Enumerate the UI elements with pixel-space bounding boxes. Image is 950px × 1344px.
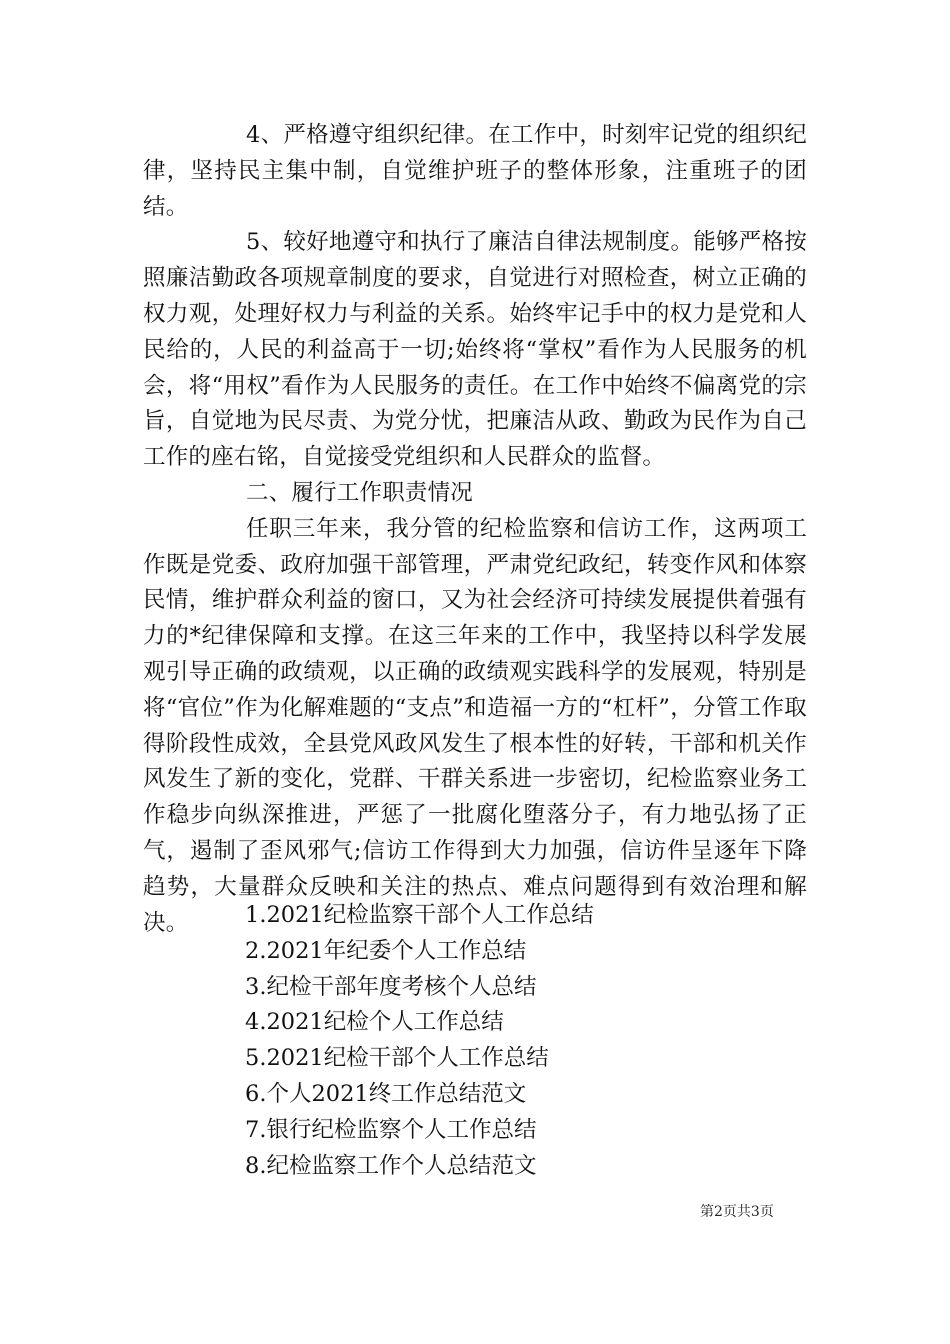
section-heading: 二、履行工作职责情况: [246, 479, 474, 506]
paragraph-organizational-discipline: 4、严格遵守组织纪律。在工作中，时刻牢记党的组织纪律，坚持民主集中制，自觉维护班子的整体形象，注重班子的团结。: [143, 122, 807, 220]
related-article-item[interactable]: 6.个人2021终工作总结范文: [245, 1080, 527, 1107]
paragraph-integrity-self-discipline: 5、较好地遵守和执行了廉洁自律法规制度。能够严格按照廉洁勤政各项规章制度的要求，自觉进行对照检查，树立正确的权力观，处理好权力与利益的关系。始终牢记手中的权力是党和人民给的，人民的利益高于一切;始终将“掌权”看作为人民服务的机会，将“用权”看作为人民服务的责任。在工作中始终不偏离党的宗旨，自觉地为民尽责、为党分忧，把廉洁从政、勤政为民作为自己工作的座右铭，自觉接受党组织和人民群众的监督。: [143, 229, 807, 471]
related-article-item[interactable]: 4.2021纪检个人工作总结: [245, 1009, 504, 1036]
related-article-item[interactable]: 7.银行纪检监察个人工作总结: [245, 1116, 537, 1143]
related-articles-list: [245, 898, 805, 1184]
related-article-item[interactable]: 1.2021纪检监察干部个人工作总结: [245, 902, 594, 928]
related-article-item[interactable]: 5.2021纪检干部个人工作总结: [245, 1045, 549, 1072]
related-article-item[interactable]: 2.2021年纪委个人工作总结: [245, 937, 527, 964]
paragraph-work-duties: 任职三年来，我分管的纪检监察和信访工作，这两项工作既是党委、政府加强干部管理，严肃党纪政纪，转变作风和体察民情，维护群众利益的窗口，又为社会经济可持续发展提供着强有力的*纪律保障和支撑。在这三年来的工作中，我坚持以科学发展观引导正确的政绩观，以正确的政绩观实践科学的发展观，特别是将“官位”作为化解难题的“支点”和造福一方的“杠杆”，分管工作取得阶段性成效，全县党风政风发生了根本性的好转，干部和机关作风发生了新的变化，党群、干群关系进一步密切，纪检监察业务工作稳步向纵深推进，严惩了一批腐化堕落分子，有力地弘扬了正气，遏制了歪风邪气;信访工作得到大力加强，信访件呈逐年下降趋势，大量群众反映和关注的热点、难点问题得到有效治理和解决。: [143, 515, 807, 936]
document-body: [143, 118, 807, 941]
page-number-footer: 第2页共3页: [700, 1204, 774, 1220]
related-article-item[interactable]: 3.纪检干部年度考核个人总结: [245, 973, 537, 1000]
related-article-item[interactable]: 8.纪检监察工作个人总结范文: [245, 1152, 537, 1179]
